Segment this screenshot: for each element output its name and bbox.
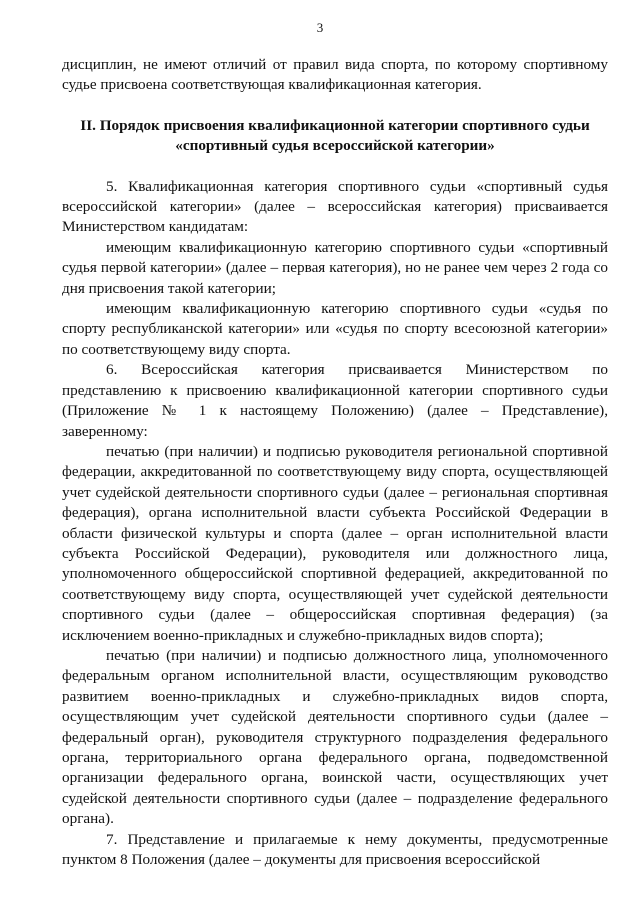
section-heading-line-2: «спортивный судья всероссийской категории» (175, 137, 495, 155)
paragraph-continued: дисциплин, не имеют отличий от правил вида спорта, по которому спортивному судье присвоена соответствующая квалификационная категория. (62, 56, 608, 94)
section-heading-line-1: II. Порядок присвоения квалификационной категории спортивного судьи (80, 116, 590, 134)
paragraph-clause-7: 7. Представление и прилагаемые к нему документы, предусмотренные пунктом 8 Положения (далее – документы для присвоения всероссийской (62, 830, 608, 869)
paragraph-first-category: имеющим квалификационную категорию спортивного судьи «спортивный судья первой категории» (далее – первая категория), но не ранее чем через 2 года со дня присвоения такой категории; (62, 238, 608, 297)
paragraph-clause-5: 5. Квалификационная категория спортивного судьи «спортивный судья всероссийской категории» (далее – всероссийская категория) присваивается Министерством кандидатам: (62, 177, 608, 236)
paragraph-regional-federation-seal: печатью (при наличии) и подписью руководителя региональной спортивной федерации, аккредитованной по соответствующему виду спорта, осуществляющей учет судейской деятельности спортивного судьи (далее – региональная спортивная федерация), органа исполнительной власти субъекта Российской Федерации в области физической культуры и спорта (далее – орган исполнительной власти субъекта Российской Федерации), руководителя или должностного лица, уполномоченного общероссийской спортивной федерацией, аккредитованной по соответствующему виду спорта, осуществляющей учет судейской деятельности спортивного судьи (далее – общероссийская спортивная федерация) (за исключением военно-прикладных и служебно-прикладных видов спорта); (62, 442, 608, 644)
page-number: 3 (316, 20, 324, 35)
document-body (62, 55, 608, 870)
paragraph-republican-category: имеющим квалификационную категорию спортивного судьи «судья по спорту республиканской категории» или «судья по спорту всесоюзной категории» по соответствующему виду спорта. (62, 300, 608, 358)
paragraph-clause-6: 6. Всероссийская категория присваивается Министерством по представлению к присвоению квалификационной категории спортивного судьи (Приложение № 1 к настоящему Положению) (далее – Представление), заверенному: (62, 361, 608, 440)
section-heading (62, 116, 608, 157)
paragraph-federal-body-seal: печатью (при наличии) и подписью должностного лица, уполномоченного федеральным органом исполнительной власти, осуществляющим руководство развитием военно-прикладных и служебно-прикладных видов спорта, осуществляющим учет судейской деятельности спортивного судьи (далее – федеральный орган), руководителя структурного подразделения федерального органа, территориального органа федерального органа, подведомственной организации федерального органа, воинской части, осуществляющих учет судейской деятельности спортивного судьи (далее – подразделение федерального органа). (62, 646, 608, 828)
